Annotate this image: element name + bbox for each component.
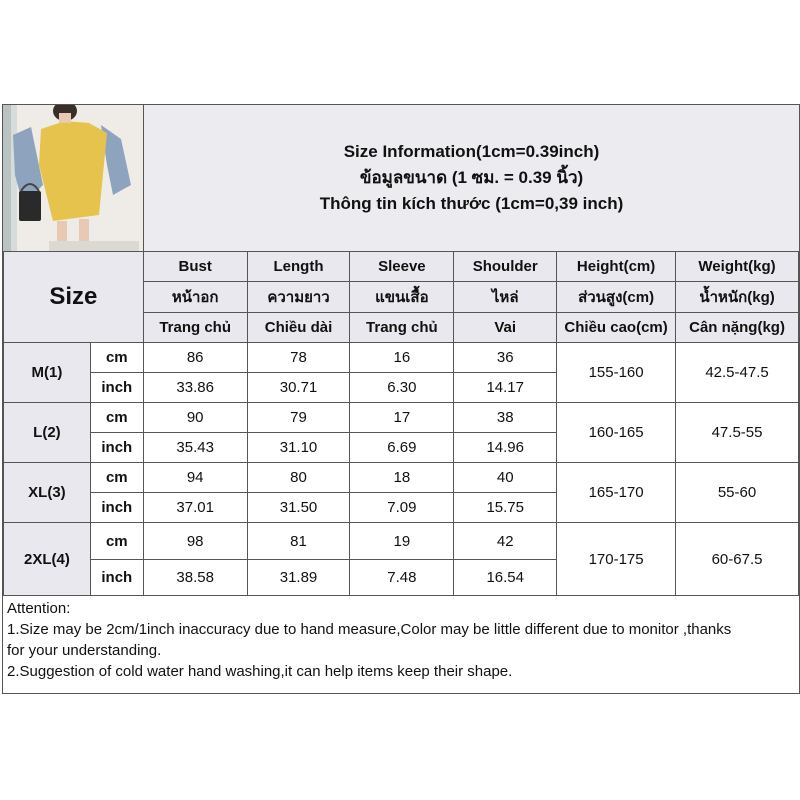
bust-cm: 94 <box>143 463 247 493</box>
product-photo <box>3 105 144 251</box>
bust-inch: 38.58 <box>143 560 247 596</box>
sleeve-cm: 17 <box>350 403 454 433</box>
sleeve-inch: 6.30 <box>350 373 454 403</box>
attention-note-1: 1.Size may be 2cm/1inch inaccuracy due to hand measure,Color may be little different due to monitor ,thanks <box>7 621 732 638</box>
attention-note-2: 2.Suggestion of cold water hand washing,it can help items keep their shape. <box>7 663 513 680</box>
weight-range: 47.5-55 <box>676 403 799 463</box>
unit-label: cm <box>90 403 143 433</box>
col-sleeve-th: แขนเสื้อ <box>350 282 454 313</box>
unit-label: inch <box>90 373 143 403</box>
sleeve-cm: 19 <box>350 523 454 560</box>
bust-inch: 35.43 <box>143 433 247 463</box>
col-bust-vi: Trang chủ <box>143 313 247 343</box>
title-vietnamese: Thông tin kích thước (1cm=0,39 inch) <box>319 194 624 213</box>
height-range: 155-160 <box>557 343 676 403</box>
length-inch: 31.10 <box>247 433 350 463</box>
col-weight-en: Weight(kg) <box>676 252 799 282</box>
shoulder-inch: 14.17 <box>454 373 557 403</box>
length-cm: 80 <box>247 463 350 493</box>
size-header: Size <box>4 252 144 343</box>
sleeve-cm: 16 <box>350 343 454 373</box>
sleeve-cm: 18 <box>350 463 454 493</box>
shoulder-cm: 38 <box>454 403 557 433</box>
col-sleeve-en: Sleeve <box>350 252 454 282</box>
col-height-en: Height(cm) <box>557 252 676 282</box>
length-inch: 31.89 <box>247 560 350 596</box>
col-length-th: ความยาว <box>247 282 350 313</box>
table-row <box>4 463 799 493</box>
length-cm: 79 <box>247 403 350 433</box>
col-length-en: Length <box>247 252 350 282</box>
table-row <box>4 523 799 560</box>
size-name: 2XL(4) <box>4 523 91 596</box>
unit-label: cm <box>90 463 143 493</box>
size-name: L(2) <box>4 403 91 463</box>
size-chart <box>2 104 800 694</box>
bust-inch: 37.01 <box>143 493 247 523</box>
weight-range: 55-60 <box>676 463 799 523</box>
shoulder-cm: 36 <box>454 343 557 373</box>
bust-cm: 86 <box>143 343 247 373</box>
product-photo-image <box>3 105 143 251</box>
bust-cm: 98 <box>143 523 247 560</box>
length-cm: 81 <box>247 523 350 560</box>
table-row <box>4 403 799 433</box>
col-shoulder-vi: Vai <box>454 313 557 343</box>
unit-label: cm <box>90 523 143 560</box>
attention-heading: Attention: <box>7 600 71 617</box>
size-name: M(1) <box>4 343 91 403</box>
shoulder-inch: 15.75 <box>454 493 557 523</box>
height-range: 165-170 <box>557 463 676 523</box>
col-shoulder-en: Shoulder <box>454 252 557 282</box>
col-shoulder-th: ไหล่ <box>454 282 557 313</box>
title-thai: ข้อมูลขนาด (1 ซม. = 0.39 นิ้ว) <box>359 168 584 187</box>
length-inch: 30.71 <box>247 373 350 403</box>
unit-label: inch <box>90 560 143 596</box>
bust-inch: 33.86 <box>143 373 247 403</box>
col-bust-th: หน้าอก <box>143 282 247 313</box>
unit-label: cm <box>90 343 143 373</box>
size-table <box>3 251 799 596</box>
weight-range: 42.5-47.5 <box>676 343 799 403</box>
size-name: XL(3) <box>4 463 91 523</box>
col-bust-en: Bust <box>143 252 247 282</box>
unit-label: inch <box>90 433 143 463</box>
shoulder-cm: 42 <box>454 523 557 560</box>
chart-header <box>3 105 799 251</box>
height-range: 170-175 <box>557 523 676 596</box>
length-cm: 78 <box>247 343 350 373</box>
sleeve-inch: 7.09 <box>350 493 454 523</box>
header-row-english <box>4 252 799 282</box>
weight-range: 60-67.5 <box>676 523 799 596</box>
attention-notes <box>3 595 799 693</box>
col-weight-vi: Cân nặng(kg) <box>676 313 799 343</box>
col-sleeve-vi: Trang chủ <box>350 313 454 343</box>
sleeve-inch: 7.48 <box>350 560 454 596</box>
sleeve-inch: 6.69 <box>350 433 454 463</box>
col-weight-th: น้ำหนัก(kg) <box>676 282 799 313</box>
unit-label: inch <box>90 493 143 523</box>
height-range: 160-165 <box>557 403 676 463</box>
length-inch: 31.50 <box>247 493 350 523</box>
shoulder-inch: 16.54 <box>454 560 557 596</box>
col-height-th: ส่วนสูง(cm) <box>557 282 676 313</box>
attention-note-1-continued: for your understanding. <box>7 642 162 659</box>
shoulder-inch: 14.96 <box>454 433 557 463</box>
shoulder-cm: 40 <box>454 463 557 493</box>
table-row <box>4 343 799 373</box>
bust-cm: 90 <box>143 403 247 433</box>
title-english: Size Information(1cm=0.39inch) <box>343 142 600 161</box>
col-height-vi: Chiều cao(cm) <box>557 313 676 343</box>
title-block <box>144 105 799 251</box>
col-length-vi: Chiều dài <box>247 313 350 343</box>
